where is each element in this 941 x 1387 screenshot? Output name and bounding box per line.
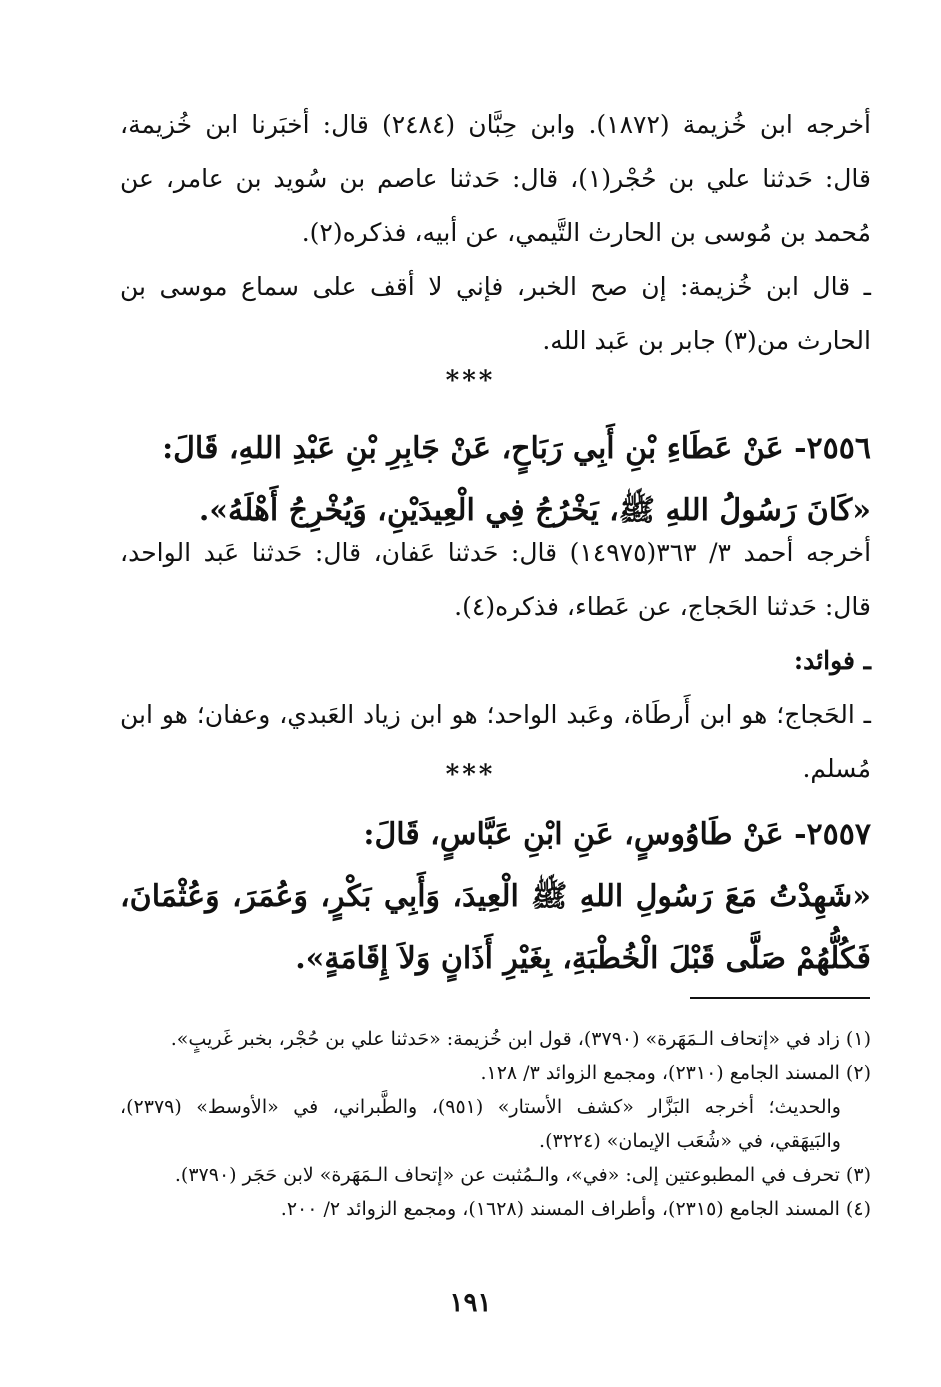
footnote-divider: [690, 997, 870, 999]
footnote-4: (٤) المسند الجامع (٢٣١٥)، وأطراف المسند (١٦٢٨)، ومجمع الزوائد ٢/ ٢٠٠.: [280, 1198, 871, 1220]
hadith-2556: [120, 418, 871, 542]
footnote-3: (٣) تحرف في المطبوعتين إلى: «في»، والـمُثبت عن «إتحاف الـمَهَرة» لابن حَجَر (٣٧٩٠).: [174, 1164, 871, 1186]
footnote-1: (١) زاد في «إتحاف الـمَهَرة» (٣٧٩٠)، قول ابن خُزيمة: «حَدثنا علي بن حُجْر، بخبر غَريبٍ».: [170, 1028, 871, 1050]
hadith-2557-text: «شَهِدْتُ مَعَ رَسُولِ اللهِ ﷺ الْعِيدَ، وَأَبِي بَكْرٍ، وَعُمَرَ، وَعُثْمَانَ، فَكُلُّهُمْ صَلَّى قَبْلَ الْخُطْبَةِ، بِغَيْرِ أَذَانٍ وَلاَ إِقَامَةٍ».: [120, 879, 871, 976]
page-number: ١٩١: [449, 1288, 492, 1318]
footnote-2-continuation: والحديث؛ أخرجه البَزَّار «كشف الأستار» (٩٥١)، والطَّبراني، في «الأوسط» (٢٣٧٩)، والبَيهَقي، في «شُعَب الإيمان» (٣٢٢٤).: [120, 1096, 841, 1152]
hadith-2557-intro: ٢٥٥٧- عَنْ طَاوُوسٍ، عَنِ ابْنِ عَبَّاسٍ، قَالَ:: [363, 817, 871, 852]
footnote-2: (٢) المسند الجامع (٢٣١٠)، ومجمع الزوائد ٣/ ١٢٨.: [480, 1062, 871, 1084]
ibn-khuzaymah-comment: ـ قال ابن خُزيمة: إن صح الخبر، فإني لا أقف على سماع موسى بن الحارث من(٣) جابر بن عَبد الله.: [120, 272, 871, 355]
hadith-2556-intro: ٢٥٥٦- عَنْ عَطَاءِ بْنِ أَبِي رَبَاحٍ، عَنْ جَابِرِ بْنِ عَبْدِ اللهِ، قَالَ:: [162, 431, 871, 466]
fawaid-text: ـ الحَجاج؛ هو ابن أَرطَاة، وعَبد الواحد؛ هو ابن زياد العَبدي، وعفان؛ هو ابن مُسلم.: [120, 700, 871, 783]
takhrij-2556-text: أخرجه أحمد ٣/ ٣٦٣(١٤٩٧٥) قال: حَدثنا عَفان، قال: حَدثنا عَبد الواحد، قال: حَدثنا الحَجاج، عن عَطاء، فذكره(٤).: [120, 538, 872, 621]
hadith-2556-text: «كَانَ رَسُولُ اللهِ ﷺ، يَخْرُجُ فِي الْعِيدَيْنِ، وَيُخْرِجُ أَهْلَهُ».: [198, 493, 871, 528]
takhrij-section-top: [120, 98, 871, 368]
fawaid-heading: ـ فوائد:: [793, 646, 871, 675]
footnotes: [120, 1022, 871, 1226]
section-separator: ***: [445, 366, 496, 396]
takhrij-2556: [120, 526, 871, 796]
hadith-2557: [120, 804, 871, 990]
takhrij-paragraph: أخرجه ابن خُزيمة (١٨٧٢). وابن حِبَّان (٢٤٨٤) قال: أخبَرنا ابن خُزيمة، قال: حَدثنا علي بن حُجْر(١)، قال: حَدثنا عاصم بن سُويد بن عامر، عن مُحمد بن مُوسى بن الحارث التَّيمي، عن أبيه، فذكره(٢).: [120, 110, 872, 247]
section-separator-2: ***: [445, 760, 496, 790]
